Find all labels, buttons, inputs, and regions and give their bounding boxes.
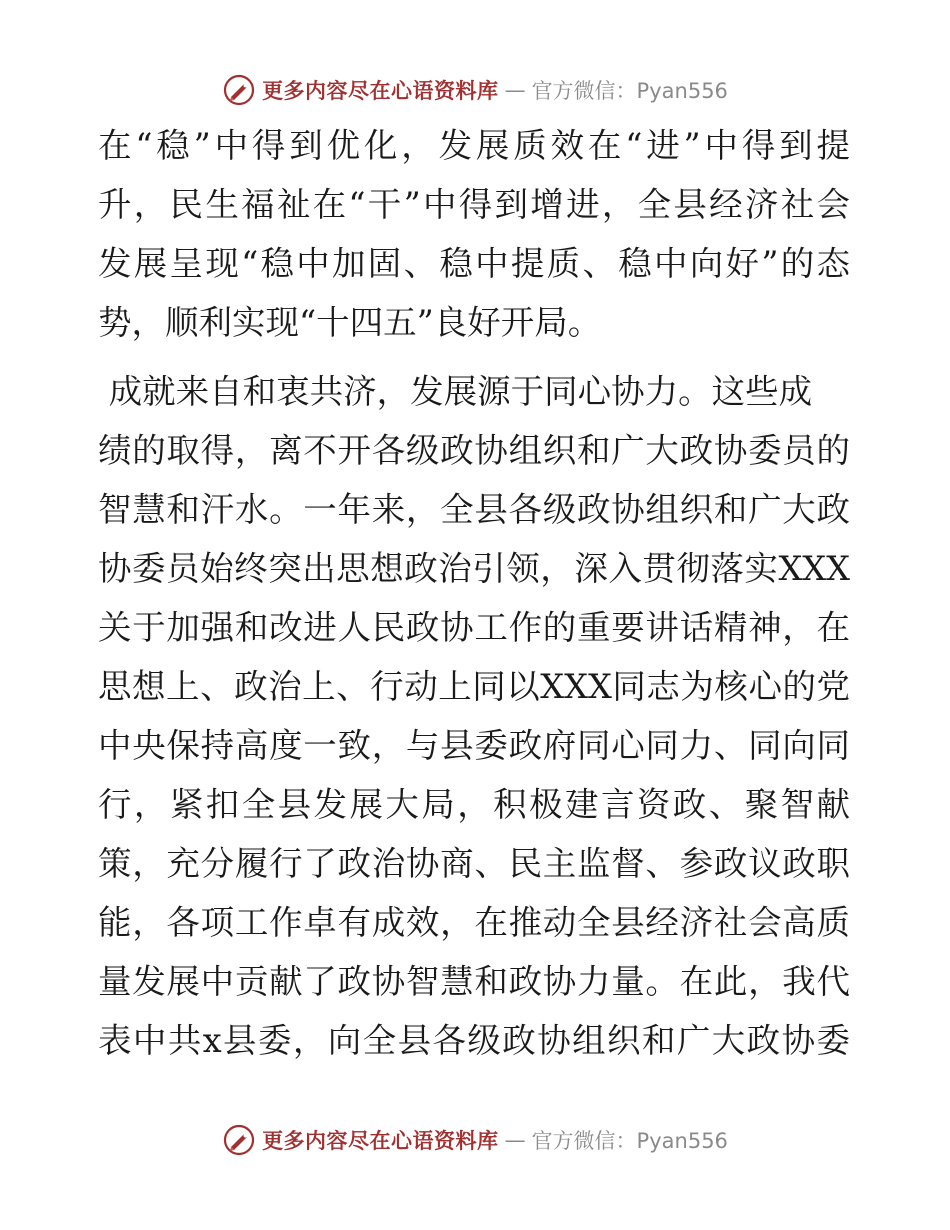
document-body [98,116,850,1070]
text-line: 策，充分履行了政治协商、民主监督、参政议政职 [98,844,850,883]
header-separator: — [504,78,526,102]
header-banner [0,70,950,110]
text-line: 成就来自和衷共济，发展源于同心协力。这些成 [98,372,813,411]
text-line: 关于加强和改进人民政协工作的重要讲话精神，在 [98,608,850,647]
text-line: 能，各项工作卓有成效，在推动全县经济社会高质 [98,903,850,942]
text-line: 行，紧扣全县发展大局，积极建言资政、聚智献 [98,785,850,824]
paragraph-1 [98,116,850,352]
footer-wechat-text: 官方微信：Pyan556 [531,1129,728,1153]
header-brand-text: 更多内容尽在心语资料库 [262,78,499,103]
footer-separator: — [504,1128,526,1152]
text-line: 协委员始终突出思想政治引领，深入贯彻落实XXX [98,549,850,588]
text-line: 量发展中贡献了政协智慧和政协力量。在此，我代 [98,962,850,1001]
footer-brand-text: 更多内容尽在心语资料库 [262,1128,499,1153]
text-line: 智慧和汗水。一年来，全县各级政协组织和广大政 [98,490,850,529]
pen-logo-icon [222,73,256,107]
text-line: 绩的取得，离不开各级政协组织和广大政协委员的 [98,431,850,470]
text-line: 表中共x县委，向全县各级政协组织和广大政协委 [98,1021,850,1060]
text-line: 势，顺利实现“十四五”良好开局。 [98,303,602,342]
text-line: 升，民生福祉在“干”中得到增进，全县经济社会 [98,185,850,224]
text-line: 在“稳”中得到优化，发展质效在“进”中得到提 [98,126,850,165]
paragraph-2 [98,362,850,1070]
text-line: 思想上、政治上、行动上同以XXX同志为核心的党 [98,667,850,706]
footer-banner [0,1120,950,1160]
text-line: 发展呈现“稳中加固、稳中提质、稳中向好”的态 [98,244,850,283]
pen-logo-icon [222,1123,256,1157]
text-line: 中央保持高度一致，与县委政府同心同力、同向同 [98,726,850,765]
header-wechat-text: 官方微信：Pyan556 [531,79,728,103]
